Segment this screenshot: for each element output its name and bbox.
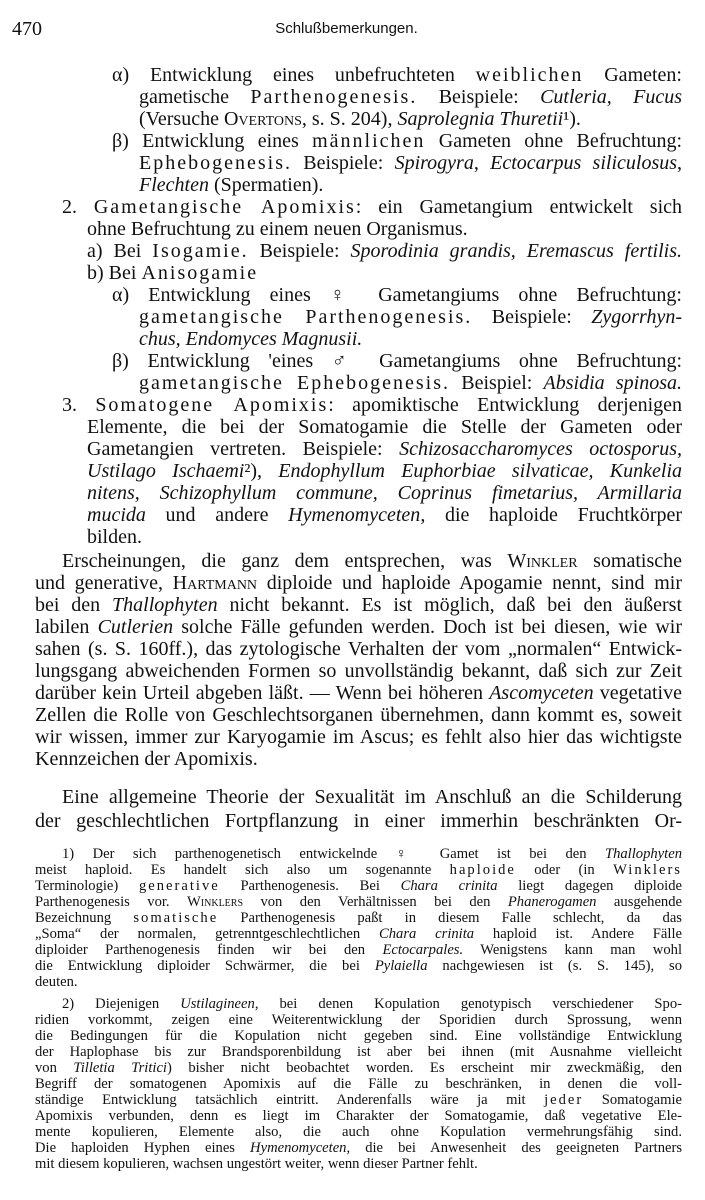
body-line [35,594,682,616]
text-span: Kennzeichen der Apomixis. [35,748,258,770]
text-span: Terminologie) [35,878,139,894]
body-line [35,748,682,770]
text-span: von [35,1060,74,1076]
text-span: Anisogamie [141,262,259,284]
text-span: mit diesem kopulieren, wachsen ungestört weiter, wenn dieser Partner fehlt. [35,1156,478,1172]
text-span: (Versuche [139,108,224,130]
text-span: Bezeichnung [35,910,134,926]
text-span: Elemente, die bei der Somatogamie die Stelle der Gameten oder [87,416,682,438]
body-line [87,460,682,482]
footnote-line [35,1028,682,1044]
text-span: Apomixis verbunden, denn es liegt im Charakter der Somatogamie, daß vegetative Ele- [35,1108,682,1124]
text-span: Somatogamie [583,1092,682,1108]
body-line [35,660,682,682]
body-line [139,372,682,394]
text-span: Hymenomyceten [288,504,421,526]
footnote-line [35,1108,682,1124]
text-span: deuten. [35,974,78,990]
text-span: Beispiele: [472,306,592,328]
footnote-line [35,862,682,878]
body-line [112,64,682,86]
body-line [87,218,682,240]
text-span: 3. [62,394,96,416]
text-span: lungsgang abweichenden Formen so unvollständig bekannt, daß sich zur Zeit [35,660,682,682]
text-span: Cutlerien [97,616,174,638]
text-span: Gametangische Apomixis [93,196,356,218]
text-span: die Bedingungen für die Kopulation nicht gegeben sind. Eine vollständige Entwicklung [35,1028,682,1044]
body-line [87,482,682,504]
text-span: Phanerogamen [507,894,597,910]
text-span: ohne Befruchtung zu einem neuen Organismus. [87,218,468,240]
text-span: ridien vorkommt, zeigen eine Weiterentwicklung der Sporidien durch Sprossung, wenn [35,1012,682,1028]
body-line [35,704,682,726]
text-span: Ectocarpales. [382,942,464,958]
footnote-line [35,942,682,958]
body-line [35,682,682,704]
text-span: nitens, Schizophyllum commune, Coprinus fimetarius, Armillaria [87,482,682,504]
text-span: , bei denen Kopulation genotypisch verschiedener Spo- [254,996,682,1012]
text-span: von den Verhältnissen bei den [243,894,508,910]
text-span: Flechten [139,174,209,196]
text-span: Absidia spinosa. [543,372,682,394]
body-line [139,86,682,108]
footnote-line [35,878,682,894]
text-span: 2) Diejenigen [62,996,181,1012]
text-span: haploid ist. Andere Fälle [474,926,682,942]
footnote-line [35,1140,682,1156]
body-line [112,130,682,152]
body-line [87,504,682,526]
text-span: Zellen die Rolle von Geschlechtsorganen übernehmen, dann kommt es, soweit [35,704,682,726]
body-line [35,810,682,832]
text-span: Saprolegnia Thuretii [397,108,564,130]
body-line [87,526,682,548]
text-span: nicht bekannt. Es ist möglich, daß bei den äußerst [217,594,682,616]
text-span: β) Entwicklung eines [112,130,313,152]
text-span: mente kopulieren, Elemente also, die auch ohne Kopulation vermehrungsfähig sind. [35,1124,682,1140]
body-line [62,196,682,218]
body-line [112,284,682,306]
footnote-line [35,1044,682,1060]
text-span: Ectocarpus siliculosus [490,152,678,174]
text-span: Begriff der somatogenen Apomixis auf die Fälle zu beschränken, in denen die voll- [35,1076,682,1092]
text-span: liegt dagegen diploide [497,878,682,894]
text-span: ) bisher nicht beobachtet worden. Es erscheint mir zweckmäßig, den [167,1060,682,1076]
text-span: chus, Endomyces Magnusii. [139,328,363,350]
text-span: Gametangien vertreten. Beispiele: [87,438,400,460]
text-span: a) Bei [87,240,153,262]
text-span: wir wissen, immer zur Karyogamie im Ascus; es fehlt also hier das wichtigste [35,726,682,748]
text-span: mucida [87,504,146,526]
text-span: Gameten: [583,64,682,86]
text-span: 1) Der sich parthenogenetisch entwickelnde ♀ Gamet ist bei den [62,846,605,862]
body-line [87,438,682,460]
text-span: ständige Entwicklung tatsächlich eintritt. Anderenfalls wäre ja mit [35,1092,545,1108]
text-span: β) Entwicklung 'eines ♂ Gametangiums ohne Befruchtung: [112,350,682,372]
body-line [112,350,682,372]
text-span: Ascomyceten [489,682,594,704]
text-span: Winklers [187,894,244,910]
text-span: der geschlechtlichen Fortpflanzung in einer immerhin beschränkten Or- [35,810,682,832]
text-span: Overtons [223,108,302,130]
footnote-line [35,958,682,974]
text-span: Endophyllum Euphorbiae silvaticae, Kunkelia [278,460,683,482]
text-span: 2. [62,196,94,218]
text-span: (Spermatien). [208,174,324,196]
footnote-line [35,1012,682,1028]
text-span: , die bei Anwesenheit des geeigneten Partners [346,1140,683,1156]
text-span: nachgewiesen ist (s. S. 145), so [427,958,682,974]
text-span: labilen [35,616,98,638]
text-span: : apomiktische Entwicklung derjenigen [328,394,682,416]
text-span: oder (in [515,862,614,878]
text-span: Beispiele: [291,152,395,174]
text-span: Ustilagineen [180,996,255,1012]
footnote-line [35,1156,682,1172]
body-line [139,108,682,130]
text-span: Thallophyten [112,594,218,616]
text-span: Hymenomyceten [250,1140,347,1156]
text-span: ¹). [563,108,581,130]
text-span: Beispiel: [450,372,544,394]
text-span: , [473,152,491,174]
text-span: die Entwicklung diploider Schwärmer, die bei [35,958,375,974]
text-span: gametangische Parthenogenesis. [139,306,473,328]
text-span: b) Bei [87,262,142,284]
body-line [35,616,682,638]
text-span: bilden. [87,526,142,548]
body-line [62,394,682,416]
text-span: haploide [449,862,516,878]
body-line [139,152,682,174]
footnote-line [35,1092,682,1108]
body-line [87,240,682,262]
text-span: somatische [577,550,682,572]
text-span: somatische [133,910,219,926]
text-span: meist haploid. Es handelt sich also um sogenannte [35,862,450,878]
footnote-line [35,1060,682,1076]
text-span: Ephebogenesis. [139,152,292,174]
text-span: Somatogene Apomixis [95,394,329,416]
text-span: Zygorrhyn- [591,306,682,328]
footnote-line [35,974,682,990]
text-span: generative [138,878,220,894]
text-span: , s. S. 204), [301,108,398,130]
text-span: Gameten ohne Befruchtung: [425,130,683,152]
text-span: Chara crinita [400,878,498,894]
text-span: Thallophyten [604,846,682,862]
footnote-line [35,910,682,926]
text-span: der Haplophase bis zur Brandsporenbildung ist aber bei ihnen (mit Ausnahme vielleicht [35,1044,682,1060]
body-line [87,262,682,284]
text-span: Wenigstens kann man wohl [463,942,682,958]
text-span: α) Entwicklung eines ♀ Gametangiums ohne Befruchtung: [112,284,682,306]
text-span: Spirogyra [394,152,474,174]
text-span: : ein Gametangium entwickelt sich [355,196,683,218]
body-line [139,174,682,196]
running-title: Schlußbemerkungen. [275,20,418,37]
running-header [8,18,685,42]
text-span: Tilletia Tritici [73,1060,167,1076]
footnote-line [35,1124,682,1140]
text-span: ausgehende [596,894,682,910]
text-span: Parthenogenesis. Bei [219,878,401,894]
text-span: Parthenogenesis paßt in diesem Falle schlecht, da das [218,910,682,926]
text-span: Eine allgemeine Theorie der Sexualität im Anschluß an die Schilderung [62,786,682,808]
text-span: , die haploide Fruchtkörper [420,504,682,526]
text-span: Winkler [507,550,578,572]
text-span: „Soma“ der normalen, getrenntgeschlechtlichen [35,926,380,942]
footnote-line [35,926,682,942]
text-span: ²), [244,460,279,482]
text-span: Cutleria, Fucus [540,86,683,108]
text-span: und generative, [35,572,173,594]
page-number: 470 [12,18,42,40]
body-line [87,416,682,438]
footnote-line [62,996,682,1012]
text-span: darüber kein Urteil abgeben läßt. — Wenn bei höheren [35,682,490,704]
text-span: gametische [139,86,251,108]
text-span: vegetative [593,682,682,704]
text-span: Beispiele: [417,86,541,108]
text-span: diploide und haploide Apogamie nennt, sind mir [257,572,683,594]
body-line [35,726,682,748]
text-span: gametangische Ephebogenesis. [139,372,451,394]
text-span: Parthenogenesis. [250,86,418,108]
text-span: diploider Parthenogenesis finden wir bei den [35,942,383,958]
text-span: Die haploiden Hyphen eines [35,1140,251,1156]
footnote-line [62,846,682,862]
text-span: solche Fälle gefunden werden. Doch ist bei diesen, wie wir [173,616,682,638]
body-line [139,306,682,328]
text-span: und andere [145,504,289,526]
text-span: Parthenogenesis vor. [35,894,188,910]
text-span: Chara crinita [379,926,475,942]
body-line [35,572,682,594]
text-span: Pylaiella [374,958,428,974]
text-span: Sporodinia grandis, Eremascus fertilis. [350,240,683,262]
body-line [139,328,682,350]
text-span: , [677,152,683,174]
text-span: Isogamie. [152,240,249,262]
text-span: sahen (s. S. 160ff.), das zytologische Verhalten der vom „normalen“ Entwick- [35,638,682,660]
text-span: Ustilago Ischaemi [87,460,245,482]
footnote-line [35,894,682,910]
text-span: weiblichen [475,64,584,86]
body-line [62,550,682,572]
text-span: Winklers [613,862,682,878]
body-line [35,638,682,660]
footnote-line [35,1076,682,1092]
text-span: α) Entwicklung eines unbefruchteten [112,64,476,86]
body-line [62,786,682,808]
text-span: Schizosaccharomyces octosporus, [399,438,683,460]
text-span: Beispiele: [248,240,351,262]
text-span: Erscheinungen, die ganz dem entsprechen, was [62,550,508,572]
text-span: jeder [544,1092,584,1108]
text-span: bei den [35,594,113,616]
text-span: Hartmann [172,572,258,594]
text-span: männlichen [312,130,426,152]
